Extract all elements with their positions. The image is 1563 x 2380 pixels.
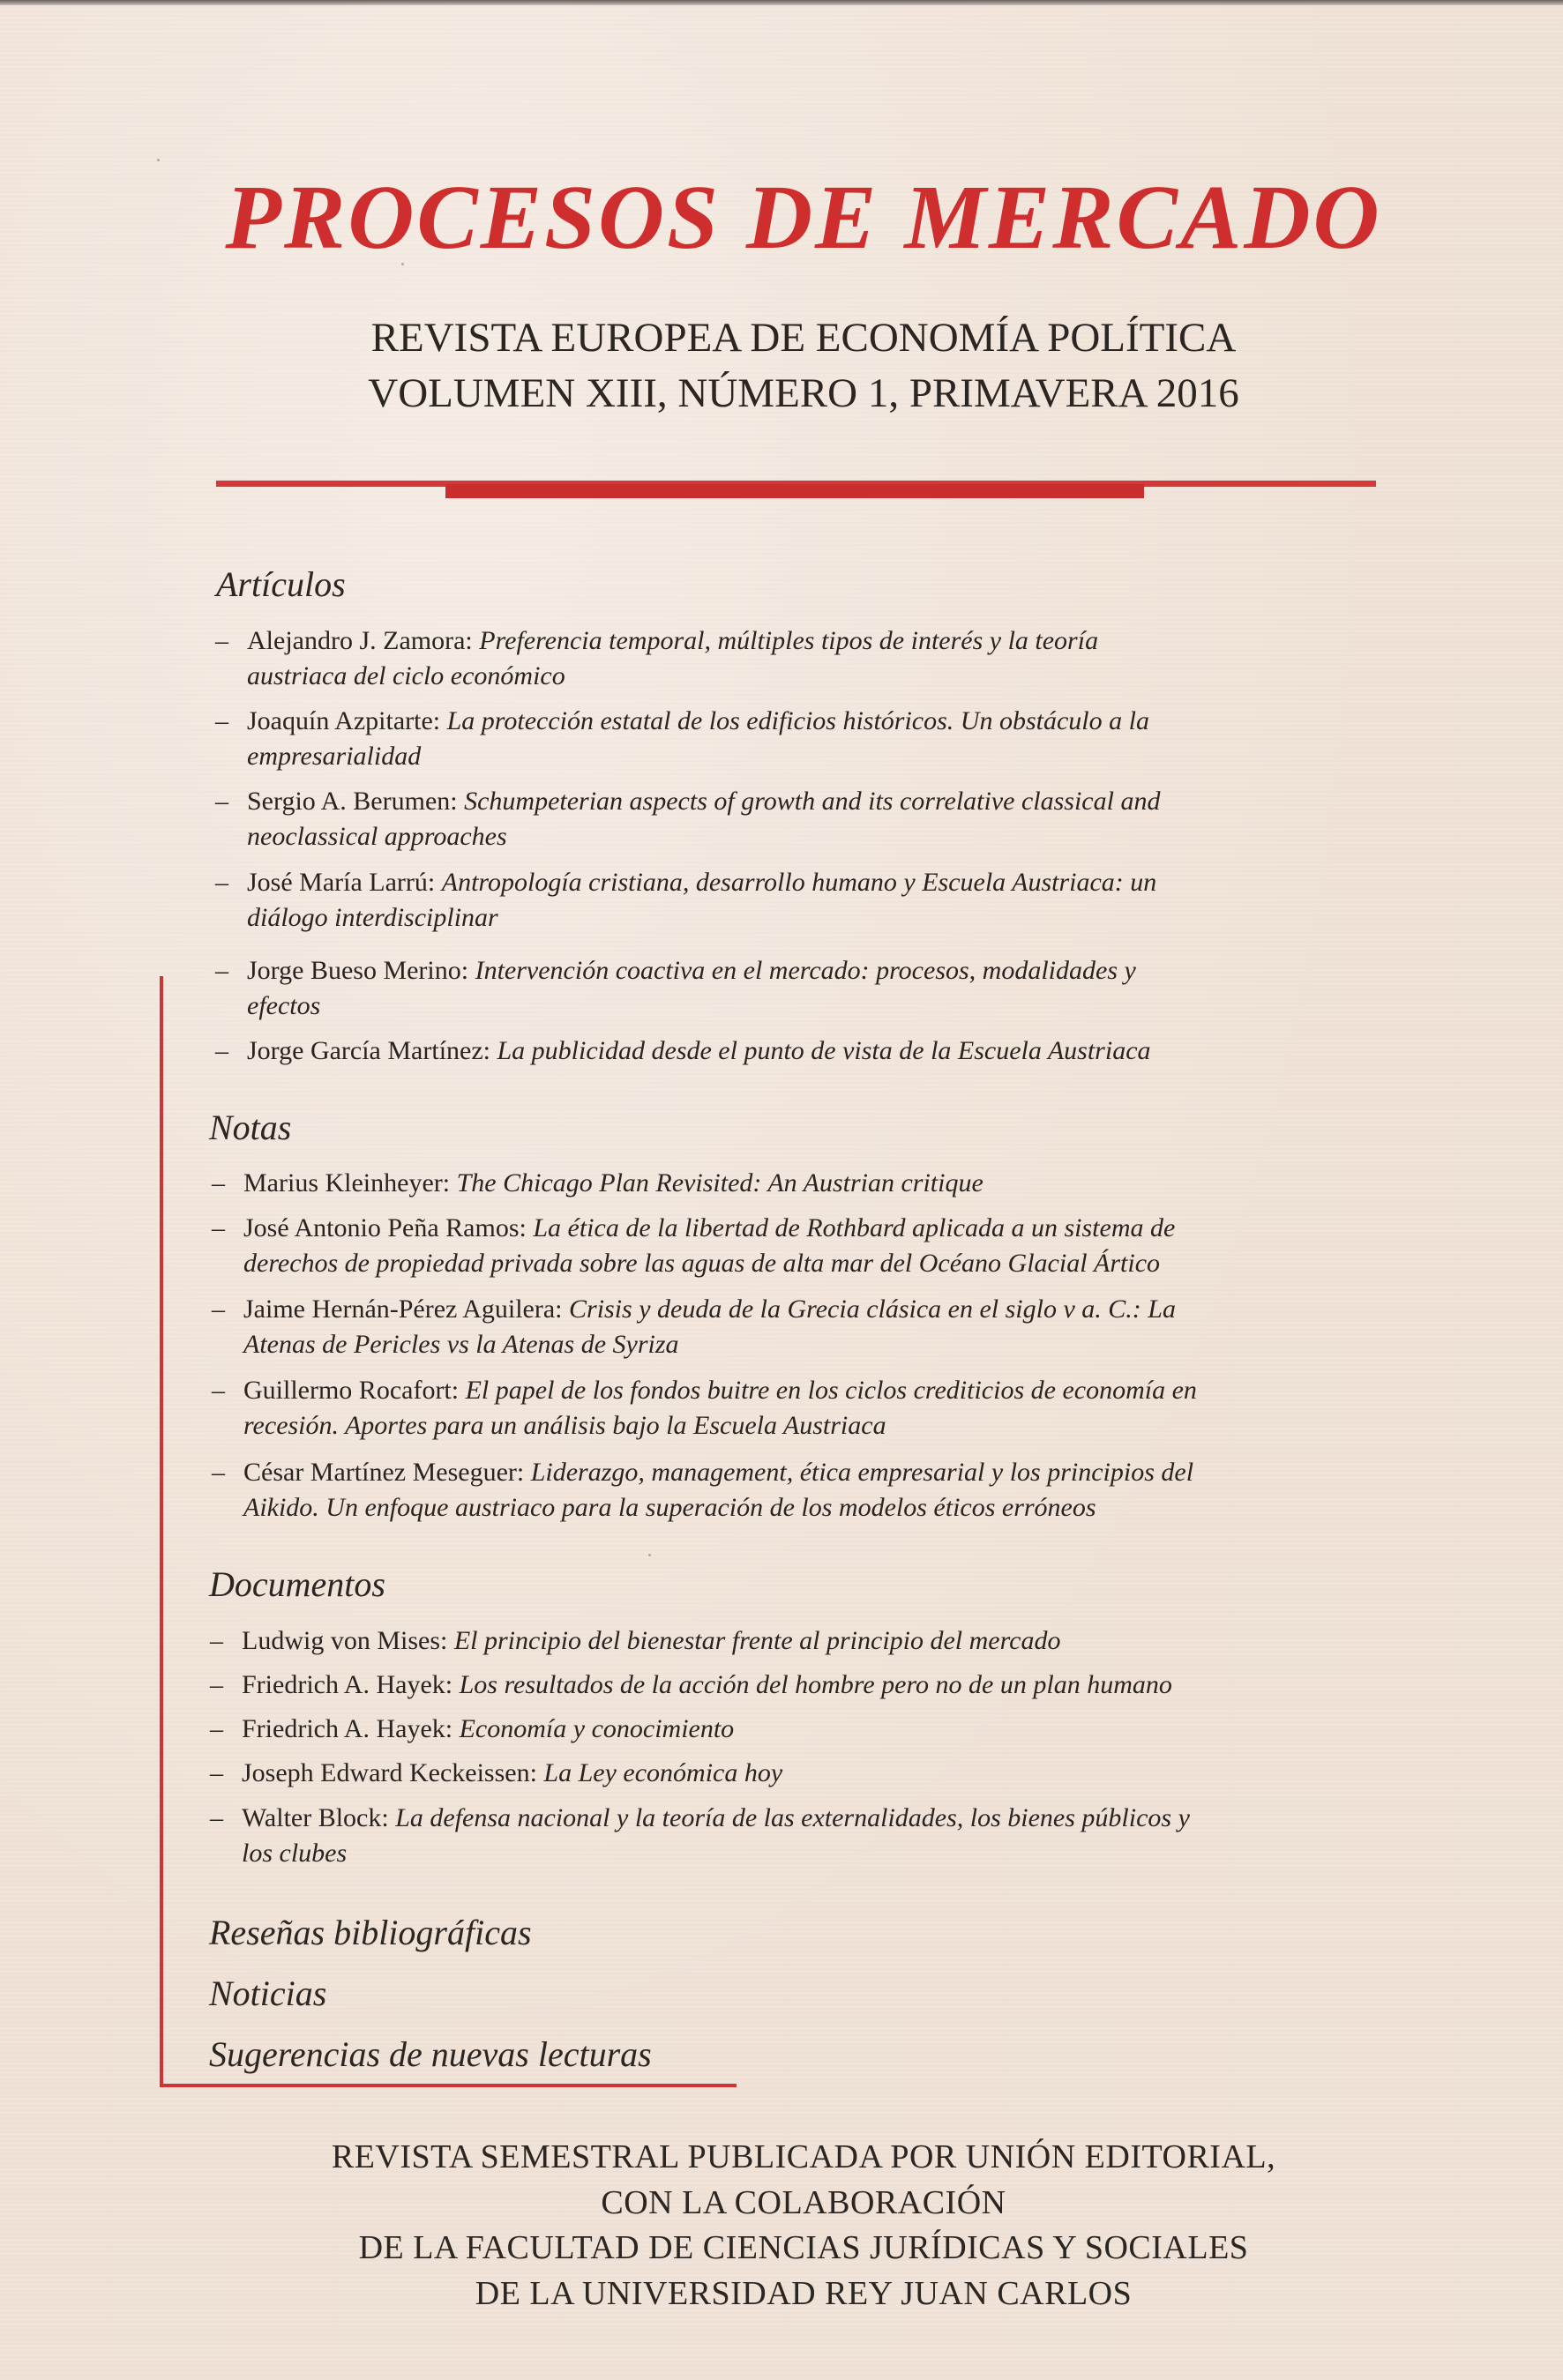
bottom-bracket-rule — [160, 2084, 737, 2087]
entry-title-continued: derechos de propiedad privada sobre las aguas de alta mar del Océano Glacial Ártico — [243, 1249, 1161, 1278]
entry-title-continued: austriaca del ciclo económico — [247, 661, 565, 690]
entry-title-continued: los clubes — [242, 1839, 348, 1868]
section-heading-notas: Notas — [209, 1108, 292, 1147]
entry-author: José María Larrú: — [247, 868, 436, 897]
entry-title: La ética de la libertad de Rothbard aplicada a un sistema de — [533, 1213, 1176, 1242]
list-dash: – — [210, 1626, 223, 1655]
toc-entry-nota — [212, 1373, 1425, 1444]
entry-title: La Ley económica hoy — [543, 1758, 783, 1787]
toc-entry-documento — [210, 1712, 1424, 1747]
section-heading-articulos: Artículos — [216, 564, 346, 604]
list-dash: – — [215, 787, 228, 816]
entry-title: La publicidad desde el punto de vista de la Escuela Austriaca — [497, 1036, 1151, 1065]
list-dash: – — [210, 1758, 223, 1787]
list-dash: – — [210, 1803, 223, 1832]
entry-title: Liderazgo, management, ética empresarial y los principios del — [530, 1458, 1194, 1487]
entry-author: Jaime Hernán-Pérez Aguilera: — [243, 1294, 563, 1324]
entry-title: Economía y conocimiento — [459, 1714, 735, 1743]
side-bracket-rule — [160, 976, 163, 2085]
toc-entry-articulo — [215, 953, 1429, 1024]
entry-title-continued: Aikido. Un enfoque austriaco para la superación de los modelos éticos erróneos — [243, 1493, 1096, 1522]
toc-entry-documento — [210, 1756, 1424, 1791]
entry-author: Guillermo Rocafort: — [243, 1376, 460, 1405]
entry-author: Friedrich A. Hayek: — [242, 1670, 453, 1699]
entry-author: Sergio A. Berumen: — [247, 787, 458, 816]
entry-author: Jorge García Martínez: — [247, 1036, 490, 1065]
entry-author: César Martínez Meseguer: — [243, 1458, 525, 1487]
entry-author: Jorge Bueso Merino: — [247, 956, 469, 985]
toc-entry-articulo — [215, 704, 1429, 774]
footer-collaboration: CON LA COLABORACIÓN — [601, 2184, 1006, 2221]
list-dash: – — [210, 1714, 223, 1743]
entry-title-continued: diálogo interdisciplinar — [247, 903, 498, 932]
section-heading-resenas: Reseñas bibliográficas — [209, 1913, 532, 1952]
entry-title-continued: recesión. Aportes para un análisis bajo la Escuela Austriaca — [243, 1411, 886, 1440]
journal-subtitle: REVISTA EUROPEA DE ECONOMÍA POLÍTICA — [370, 315, 1237, 361]
toc-entry-documento — [210, 1801, 1424, 1871]
entry-title: Schumpeterian aspects of growth and its correlative classical and — [464, 787, 1161, 816]
entry-author: Alejandro J. Zamora: — [247, 626, 473, 655]
toc-entry-documento — [210, 1623, 1424, 1659]
list-dash: – — [215, 868, 228, 897]
paper-speck — [648, 1554, 651, 1556]
entry-author: Joseph Edward Keckeissen: — [242, 1758, 537, 1787]
toc-entry-nota — [212, 1211, 1425, 1281]
toc-entry-articulo — [215, 1033, 1429, 1069]
entry-title-continued: efectos — [247, 991, 321, 1020]
footer-publisher: REVISTA SEMESTRAL PUBLICADA POR UNIÓN EDITORIAL, — [331, 2138, 1276, 2175]
section-heading-noticias: Noticias — [209, 1973, 327, 2013]
list-dash: – — [212, 1458, 225, 1487]
entry-title-continued: empresarialidad — [247, 742, 422, 771]
list-dash: – — [215, 956, 228, 985]
toc-entry-articulo — [215, 865, 1429, 936]
toc-entry-nota — [212, 1166, 1425, 1201]
footer-faculty: DE LA FACULTAD DE CIENCIAS JURÍDICAS Y SOCIALES — [358, 2229, 1249, 2266]
list-dash: – — [212, 1376, 225, 1405]
toc-entry-articulo — [215, 784, 1429, 854]
entry-author: Marius Kleinheyer: — [243, 1168, 451, 1197]
toc-entry-nota — [212, 1292, 1425, 1362]
entry-author: Walter Block: — [242, 1803, 389, 1832]
list-dash: – — [215, 1036, 228, 1065]
entry-title-continued: Atenas de Pericles vs la Atenas de Syriza — [243, 1330, 679, 1359]
entry-title: Crisis y deuda de la Grecia clásica en el siglo v a. C.: La — [569, 1294, 1176, 1324]
entry-title: Preferencia temporal, múltiples tipos de interés y la teoría — [479, 626, 1099, 655]
entry-title: La defensa nacional y la teoría de las externalidades, los bienes públicos y — [395, 1803, 1190, 1832]
list-dash: – — [215, 706, 228, 735]
toc-entry-documento — [210, 1667, 1424, 1703]
toc-entry-articulo — [215, 623, 1429, 694]
paper-speck — [157, 159, 160, 161]
entry-title: El principio del bienestar frente al principio del mercado — [453, 1626, 1061, 1655]
footer-university: DE LA UNIVERSIDAD REY JUAN CARLOS — [475, 2275, 1133, 2312]
list-dash: – — [215, 626, 228, 655]
header-rule-thick — [445, 484, 1144, 498]
entry-title: La protección estatal de los edificios históricos. Un obstáculo a la — [446, 706, 1149, 735]
journal-title: PROCESOS DE MERCADO — [225, 167, 1382, 268]
entry-author: Ludwig von Mises: — [242, 1626, 448, 1655]
list-dash: – — [212, 1168, 225, 1197]
entry-title: The Chicago Plan Revisited: An Austrian critique — [456, 1168, 983, 1197]
paper-speck — [401, 263, 404, 265]
entry-title: Intervención coactiva en el mercado: procesos, modalidades y — [475, 956, 1136, 985]
entry-title: Antropología cristiana, desarrollo humano y Escuela Austriaca: un — [441, 868, 1157, 897]
section-heading-documentos: Documentos — [209, 1564, 385, 1604]
entry-title: Los resultados de la acción del hombre pero no de un plan humano — [459, 1670, 1172, 1699]
entry-author: Friedrich A. Hayek: — [242, 1714, 453, 1743]
top-edge-shadow — [0, 0, 1563, 5]
list-dash: – — [212, 1294, 225, 1324]
entry-author: José Antonio Peña Ramos: — [243, 1213, 527, 1242]
list-dash: – — [212, 1213, 225, 1242]
entry-title-continued: neoclassical approaches — [247, 822, 507, 851]
toc-entry-nota — [212, 1455, 1425, 1526]
list-dash: – — [210, 1670, 223, 1699]
entry-title: El papel de los fondos buitre en los ciclos crediticios de economía en — [465, 1376, 1197, 1405]
volume-info: VOLUMEN XIII, NÚMERO 1, PRIMAVERA 2016 — [368, 370, 1239, 416]
section-heading-sugerencias: Sugerencias de nuevas lecturas — [209, 2034, 652, 2074]
entry-author: Joaquín Azpitarte: — [247, 706, 441, 735]
